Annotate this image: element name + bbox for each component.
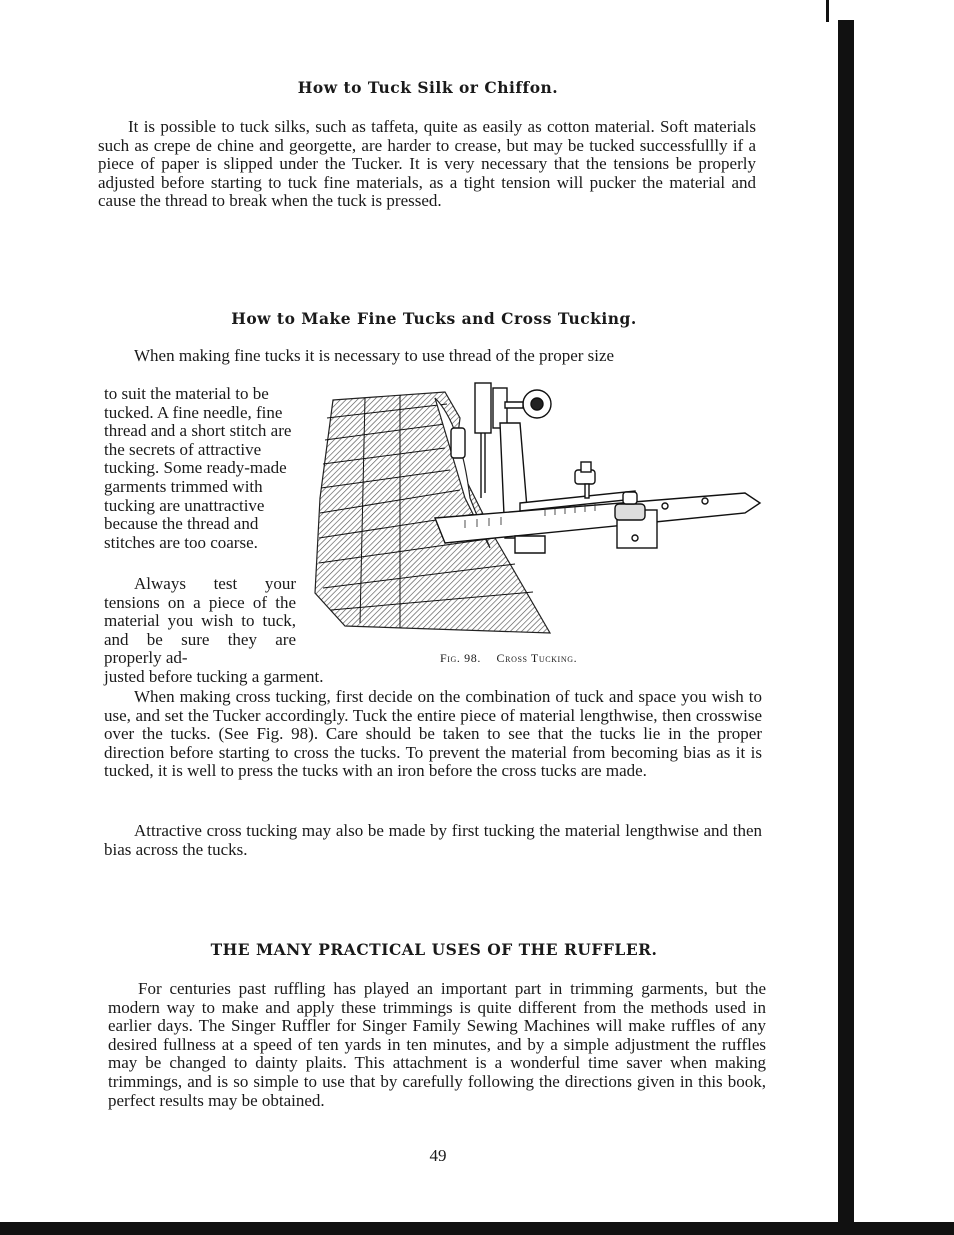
paragraph-test-tensions-end: justed before tucking a garment. bbox=[104, 667, 324, 686]
paragraph-tuck-silk: It is possible to tuck silks, such as taffeta, quite as easily as cotton material. Soft materials such as crepe de chine and georgette, are harder to crease, but may be tucked successfullly if a piece of paper is slipped under the Tucker. It is very necessary that the tensions be properly adjusted before starting to tuck fine materials, as a tight tension will pucker the material and cause the thread to break when the tuck is pressed. bbox=[98, 117, 756, 211]
heading-fine-tucks: How to Make Fine Tucks and Cross Tucking. bbox=[231, 309, 637, 328]
page-edge-shadow bbox=[838, 20, 854, 1235]
page-edge-tick bbox=[826, 0, 829, 22]
heading-ruffler: THE MANY PRACTICAL USES OF THE RUFFLER. bbox=[210, 940, 658, 959]
paragraph-test-tensions: Always test your tensions on a piece of the material you wish to tuck, and be sure they are properly ad- bbox=[104, 574, 296, 668]
page-bottom-shadow bbox=[0, 1222, 954, 1235]
heading-tuck-silk: How to Tuck Silk or Chiffon. bbox=[297, 78, 559, 97]
paragraph-attractive-cross-tucking: Attractive cross tucking may also be made by first tucking the material lengthwise and then bias across the tucks. bbox=[104, 821, 762, 859]
page-number: 49 bbox=[429, 1146, 447, 1165]
paragraph-fine-tucks-intro: When making fine tucks it is necessary to use thread of the proper size bbox=[134, 346, 615, 365]
figure-caption bbox=[440, 651, 700, 666]
cross-tucking-illustration bbox=[305, 378, 765, 640]
paragraph-fine-tucks-side: to suit the material to be tucked. A fine needle, fine thread and a short stitch are the secrets of attractive tucking. Some ready-made garments trimmed with tucking are unattractive because the thread and stitches are too coarse. bbox=[104, 384, 292, 552]
paragraph-cross-tucking: When making cross tucking, first decide on the combination of tuck and space you wish to use, and set the Tucker accordingly. Tuck the entire piece of material lengthwise, then crosswise over the tucks. (See Fig. 98). Care should be taken to see that the tucks lie in the proper direction before starting to cross the tucks. To prevent the material from becoming bias as it is tucked, it is well to press the tucks with an iron before the cross tucks are made. bbox=[104, 687, 762, 781]
figure-caption-title: Cross Tucking. bbox=[496, 651, 578, 665]
paragraph-ruffler: For centuries past ruffling has played an important part in trimming garments, but the modern way to make and apply these trimmings is quite different from the methods used in earlier days. The Singer Ruffler for Singer Family Sewing Machines will make ruffles of any desired fullness at a speed of ten yards in ten minutes, and by a simple adjustment the ruffles may be changed to dainty plaits. This attachment is a wonderful time saver when making trimmings, and is so simple to use that by carefully following the directions given in this book, perfect results may be obtained. bbox=[108, 979, 766, 1110]
figure-caption-number: Fig. 98. bbox=[440, 651, 481, 665]
